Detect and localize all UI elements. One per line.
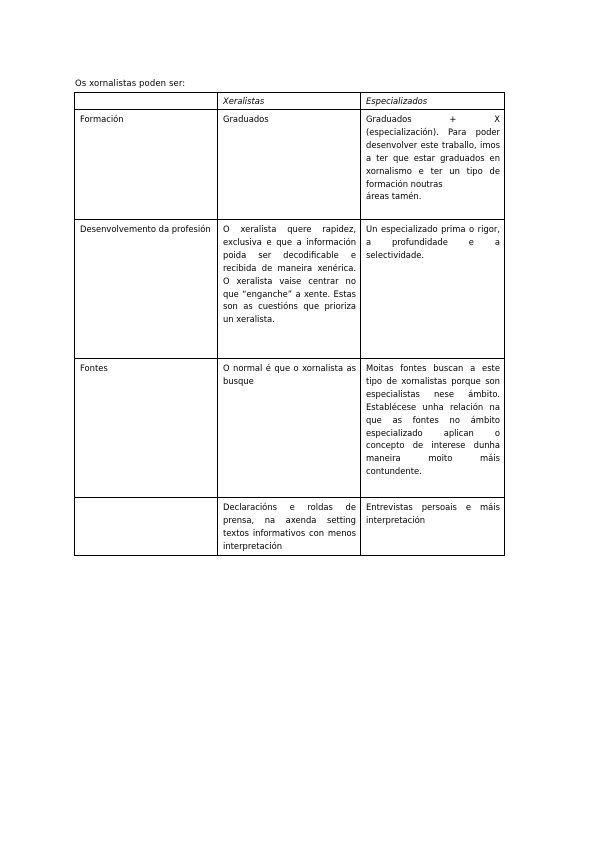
table-row bbox=[75, 220, 505, 359]
row-label: Fontes bbox=[75, 359, 218, 498]
cell-xeralistas: O normal é que o xornalista as busque bbox=[218, 359, 361, 498]
cell-especializados: Moitas fontes buscan a este tipo de xornalistas porque son especialistas nese ámbito. Establécese unha relación na que as fontes no ámbito especializado aplican o concepto de interese dunha maneira moito máis contundente. bbox=[361, 359, 505, 498]
table-row bbox=[75, 359, 505, 498]
row-label: Desenvolvemento da profesión bbox=[75, 220, 218, 359]
row-label bbox=[75, 498, 218, 556]
table-row bbox=[75, 498, 505, 556]
header-xeralistas: Xeralistas bbox=[218, 93, 361, 110]
table-header-row bbox=[75, 93, 505, 110]
header-empty-cell bbox=[75, 93, 218, 110]
cell-especializados: Entrevistas persoais e máis interpretación bbox=[361, 498, 505, 556]
cell-especializados: Un especializado prima o rigor, a profundidade e a selectividade. bbox=[361, 220, 505, 359]
comparison-table bbox=[74, 92, 505, 556]
intro-text: Os xornalistas poden ser: bbox=[75, 79, 186, 89]
header-especializados: Especializados bbox=[361, 93, 505, 110]
row-label: Formación bbox=[75, 110, 218, 220]
cell-xeralistas: Graduados bbox=[218, 110, 361, 220]
cell-xeralistas: Declaracións e roldas de prensa, na axenda setting textos informativos con menos interpretación bbox=[218, 498, 361, 556]
cell-xeralistas: O xeralista quere rapidez, exclusiva e que a información poida ser decodificable e recibida de maneira xenérica. O xeralista vaise centrar no que “enganche” a xente. Estas son as cuestións que prioriza un xeralista. bbox=[218, 220, 361, 359]
cell-especializados: Graduados + X (especialización). Para poder desenvolver este traballo, imos a ter que estar graduados en xornalismo e ter un tipo de formación noutras áreas tamén. bbox=[361, 110, 505, 220]
table-row bbox=[75, 110, 505, 220]
